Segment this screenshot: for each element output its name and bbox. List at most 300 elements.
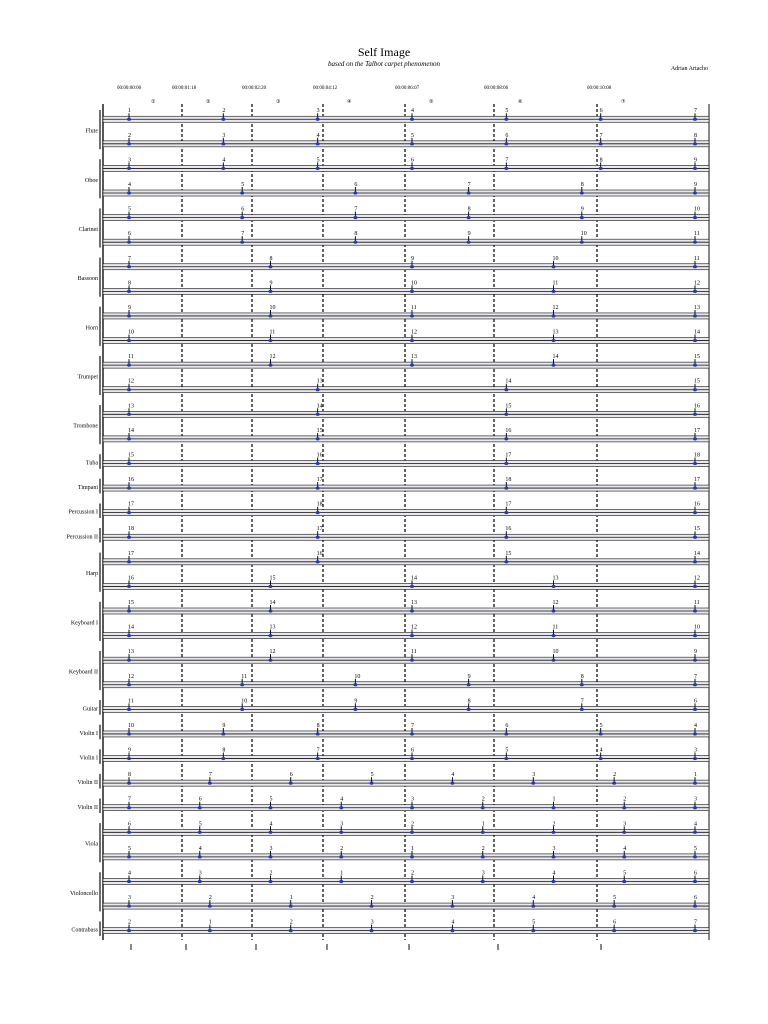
partial-number: 14: [694, 550, 700, 557]
note-head: [289, 782, 293, 785]
note-head: [240, 191, 244, 194]
note-head: [316, 437, 320, 440]
partial-number: 7: [316, 747, 320, 754]
partial-number: 15: [505, 550, 512, 557]
partial-number: 4: [599, 747, 603, 754]
note-head: [552, 855, 556, 858]
partial-number: 17: [316, 477, 323, 484]
instrument-name: Contrabass: [71, 927, 98, 934]
partial-number: 10: [552, 255, 559, 262]
note-head: [612, 929, 616, 932]
partial-number: 8: [222, 747, 226, 754]
note-head: [353, 241, 357, 244]
note-head: [467, 216, 471, 219]
rehearsal-mark: ①: [151, 100, 156, 105]
note-head: [599, 757, 603, 760]
note-head: [504, 486, 508, 489]
partial-number: 5: [411, 132, 414, 139]
partial-number: 3: [451, 895, 455, 902]
note-head: [410, 634, 414, 637]
note-head: [410, 167, 414, 170]
note-head: [127, 634, 131, 637]
note-head: [552, 290, 556, 293]
rehearsal-mark: ②: [206, 100, 211, 105]
note-head: [693, 732, 697, 735]
partial-number: 1: [289, 895, 293, 902]
partial-number: 4: [340, 796, 344, 803]
note-head: [450, 782, 454, 785]
note-head: [599, 142, 603, 145]
rehearsal-mark: ⑦: [621, 100, 626, 105]
note-head: [552, 609, 556, 612]
partial-number: 6: [694, 895, 697, 902]
note-head: [269, 609, 273, 612]
partial-number: 2: [289, 919, 293, 926]
partial-number: 16: [316, 550, 323, 557]
partial-number: 5: [505, 747, 509, 754]
partial-number: 6: [411, 747, 414, 754]
instrument-name: Violoncello: [70, 890, 98, 897]
partial-number: 3: [481, 870, 485, 877]
note-head: [622, 855, 626, 858]
partial-number: 4: [451, 919, 455, 926]
note-head: [580, 708, 584, 711]
partial-number: 3: [552, 845, 556, 852]
instrument-name: Violin II: [77, 780, 98, 787]
note-head: [693, 314, 697, 317]
partial-number: 10: [128, 722, 134, 729]
note-head: [693, 560, 697, 563]
note-head: [693, 339, 697, 342]
instrument-name: Guitar: [82, 706, 98, 713]
note-head: [467, 683, 471, 686]
partial-number: 5: [623, 870, 627, 877]
partial-number: 2: [613, 772, 617, 779]
note-head: [580, 216, 584, 219]
partial-number: 6: [128, 821, 131, 828]
note-head: [693, 118, 697, 121]
partial-number: 12: [694, 575, 700, 582]
partial-number: 2: [411, 870, 414, 877]
note-head: [269, 339, 273, 342]
note-head: [370, 782, 374, 785]
note-head: [198, 806, 202, 809]
partial-number: 4: [623, 845, 627, 852]
note-head: [481, 831, 485, 834]
partial-number: 4: [128, 870, 131, 877]
partial-number: 4: [411, 108, 414, 115]
note-head: [504, 413, 508, 416]
note-head: [316, 732, 320, 735]
instrument-name: Oboe: [85, 177, 98, 184]
partial-number: 7: [241, 231, 245, 238]
partial-number: 11: [241, 673, 247, 680]
partial-number: 9: [269, 280, 273, 287]
partial-number: 9: [354, 698, 358, 705]
note-head: [127, 929, 131, 932]
partial-number: 14: [411, 575, 417, 582]
note-head: [127, 486, 131, 489]
instrument-name: Tuba: [85, 460, 98, 467]
partial-number: 4: [694, 821, 697, 828]
partial-number: 3: [222, 132, 226, 139]
note-head: [693, 462, 697, 465]
note-head: [410, 806, 414, 809]
note-head: [580, 241, 584, 244]
partial-number: 13: [128, 649, 134, 656]
partial-number: 11: [411, 649, 417, 656]
partial-number: 1: [481, 821, 485, 828]
partial-number: 5: [128, 206, 131, 213]
note-head: [504, 388, 508, 391]
note-head: [467, 241, 471, 244]
partial-number: 15: [694, 378, 700, 385]
partial-number: 13: [411, 600, 417, 607]
note-head: [552, 314, 556, 317]
partial-number: 2: [481, 796, 485, 803]
note-head: [467, 191, 471, 194]
note-head: [450, 929, 454, 932]
note-head: [504, 757, 508, 760]
note-head: [504, 732, 508, 735]
note-head: [552, 659, 556, 662]
partial-number: 3: [269, 845, 273, 852]
note-head: [693, 191, 697, 194]
partial-number: 1: [552, 796, 556, 803]
note-head: [410, 659, 414, 662]
composer-name: Adrian Artacho: [670, 66, 708, 72]
partial-number: 8: [694, 132, 697, 139]
partial-number: 14: [694, 329, 700, 336]
partial-number: 7: [599, 132, 603, 139]
instrument-name: Trombone: [73, 423, 98, 430]
partial-number: 5: [316, 157, 320, 164]
partial-number: 11: [128, 698, 134, 705]
note-head: [127, 364, 131, 367]
partial-number: 17: [128, 550, 134, 557]
partial-number: 12: [128, 378, 134, 385]
note-head: [612, 904, 616, 907]
note-head: [127, 904, 131, 907]
partial-number: 15: [269, 575, 276, 582]
partial-number: 4: [269, 821, 273, 828]
timecode-label: 00:00:04:12: [313, 86, 338, 91]
partial-number: 3: [694, 796, 697, 803]
partial-number: 8: [128, 280, 131, 287]
partial-number: 7: [411, 722, 414, 729]
partial-number: 7: [354, 206, 358, 213]
partial-number: 3: [128, 895, 131, 902]
note-head: [693, 880, 697, 883]
partial-number: 2: [370, 895, 374, 902]
note-head: [693, 536, 697, 539]
note-head: [410, 118, 414, 121]
partial-number: 17: [128, 501, 134, 508]
note-head: [693, 683, 697, 686]
note-head: [410, 265, 414, 268]
partial-number: 1: [128, 108, 131, 115]
instrument-name: Clarinet: [78, 226, 98, 233]
partial-number: 6: [354, 182, 358, 189]
note-head: [127, 806, 131, 809]
partial-number: 4: [222, 157, 226, 164]
note-head: [410, 314, 414, 317]
note-head: [208, 904, 212, 907]
note-head: [339, 831, 343, 834]
partial-number: 9: [128, 304, 131, 311]
note-head: [127, 782, 131, 785]
note-head: [552, 585, 556, 588]
rehearsal-mark: ③: [276, 100, 281, 105]
instrument-name: Flute: [85, 128, 98, 135]
instrument-name: Percussion I: [68, 509, 98, 516]
note-head: [531, 782, 535, 785]
note-head: [127, 855, 131, 858]
partial-number: 2: [128, 919, 131, 926]
timecode-label: 00:00:10:08: [587, 86, 612, 91]
partial-number: 16: [128, 575, 134, 582]
note-head: [693, 388, 697, 391]
partial-number: 17: [694, 427, 700, 434]
note-head: [127, 511, 131, 514]
note-head: [316, 536, 320, 539]
partial-number: 4: [694, 722, 697, 729]
note-head: [208, 929, 212, 932]
partial-number: 11: [552, 280, 559, 287]
note-head: [316, 486, 320, 489]
note-head: [410, 880, 414, 883]
note-head: [240, 216, 244, 219]
note-head: [208, 782, 212, 785]
partial-number: 5: [613, 895, 617, 902]
partial-number: 10: [694, 624, 700, 631]
partial-number: 9: [580, 206, 584, 213]
partial-number: 12: [269, 649, 276, 656]
note-head: [127, 757, 131, 760]
partial-number: 6: [128, 231, 131, 238]
partial-number: 3: [316, 108, 320, 115]
note-head: [127, 191, 131, 194]
instrument-name: Percussion II: [66, 534, 98, 541]
partial-number: 10: [128, 329, 134, 336]
note-head: [221, 167, 225, 170]
partial-number: 4: [451, 772, 455, 779]
partial-number: 6: [289, 772, 293, 779]
note-head: [269, 364, 273, 367]
note-head: [316, 511, 320, 514]
note-head: [693, 486, 697, 489]
partial-number: 2: [623, 796, 627, 803]
note-head: [410, 364, 414, 367]
partial-number: 11: [694, 231, 700, 238]
partial-number: 16: [128, 477, 134, 484]
partial-number: 15: [694, 354, 700, 361]
partial-number: 9: [411, 255, 414, 262]
note-head: [693, 290, 697, 293]
partial-number: 14: [269, 600, 276, 607]
note-head: [269, 880, 273, 883]
partial-number: 6: [241, 206, 245, 213]
partial-number: 4: [128, 182, 131, 189]
note-head: [316, 167, 320, 170]
note-head: [127, 290, 131, 293]
instrument-name: Horn: [85, 325, 98, 332]
partial-number: 9: [128, 747, 131, 754]
note-head: [481, 855, 485, 858]
note-head: [316, 118, 320, 121]
note-head: [269, 265, 273, 268]
partial-number: 9: [694, 157, 697, 164]
partial-number: 16: [694, 501, 700, 508]
note-head: [127, 314, 131, 317]
note-head: [693, 757, 697, 760]
partial-number: 11: [694, 255, 700, 262]
note-head: [316, 757, 320, 760]
partial-number: 5: [370, 772, 374, 779]
instrument-name: Keyboard I: [70, 620, 98, 627]
note-head: [612, 782, 616, 785]
note-head: [693, 142, 697, 145]
partial-number: 11: [411, 304, 417, 311]
partial-number: 7: [580, 698, 584, 705]
partial-number: 5: [694, 845, 697, 852]
partial-number: 15: [694, 526, 700, 533]
note-head: [552, 265, 556, 268]
partial-number: 10: [411, 280, 417, 287]
partial-number: 5: [505, 108, 509, 115]
note-head: [693, 806, 697, 809]
note-head: [599, 118, 603, 121]
note-head: [410, 732, 414, 735]
note-head: [622, 880, 626, 883]
note-head: [693, 216, 697, 219]
partial-number: 8: [128, 772, 131, 779]
partial-number: 14: [316, 403, 323, 410]
partial-number: 10: [269, 304, 276, 311]
partial-number: 14: [505, 378, 512, 385]
note-head: [127, 609, 131, 612]
partial-number: 6: [198, 796, 202, 803]
rehearsal-mark: ⑤: [429, 100, 434, 105]
note-head: [127, 241, 131, 244]
partial-number: 8: [467, 698, 471, 705]
note-head: [316, 462, 320, 465]
partial-number: 6: [505, 722, 509, 729]
partial-number: 15: [128, 600, 134, 607]
instrument-name: Violin I: [79, 731, 98, 737]
note-head: [240, 241, 244, 244]
note-head: [622, 831, 626, 834]
note-head: [353, 191, 357, 194]
note-head: [693, 904, 697, 907]
partial-number: 12: [411, 624, 417, 631]
note-head: [552, 339, 556, 342]
timecode-label: 00:00:08:06: [484, 86, 509, 91]
partial-number: 13: [316, 378, 323, 385]
note-head: [339, 855, 343, 858]
score-title: Self Image: [357, 45, 411, 59]
note-head: [693, 609, 697, 612]
partial-number: 5: [599, 722, 603, 729]
partial-number: 5: [269, 796, 273, 803]
note-head: [353, 708, 357, 711]
note-head: [481, 806, 485, 809]
partial-number: 8: [316, 722, 320, 729]
note-head: [410, 757, 414, 760]
partial-number: 5: [241, 182, 245, 189]
partial-number: 9: [467, 673, 471, 680]
note-head: [316, 413, 320, 416]
partial-number: 5: [128, 845, 131, 852]
partial-number: 17: [505, 452, 512, 459]
note-head: [127, 142, 131, 145]
score-subtitle: based on the Talbot carpet phenomenon: [328, 60, 440, 68]
partial-number: 8: [580, 182, 584, 189]
partial-number: 3: [128, 157, 131, 164]
note-head: [127, 536, 131, 539]
partial-number: 10: [241, 698, 248, 705]
note-head: [410, 831, 414, 834]
partial-number: 12: [128, 673, 134, 680]
partial-number: 13: [694, 304, 700, 311]
note-head: [580, 191, 584, 194]
note-head: [504, 511, 508, 514]
partial-number: 11: [128, 354, 134, 361]
note-head: [221, 118, 225, 121]
partial-number: 9: [694, 649, 697, 656]
partial-number: 15: [316, 427, 323, 434]
note-head: [504, 167, 508, 170]
note-head: [269, 585, 273, 588]
rehearsal-mark: ⑥: [518, 100, 523, 105]
note-head: [552, 831, 556, 834]
note-head: [693, 782, 697, 785]
note-head: [693, 265, 697, 268]
partial-number: 11: [269, 329, 276, 336]
note-head: [339, 806, 343, 809]
note-head: [127, 732, 131, 735]
note-head: [127, 265, 131, 268]
timecode-label: 00:00:02:20: [242, 86, 267, 91]
partial-number: 13: [128, 403, 134, 410]
note-head: [289, 904, 293, 907]
note-head: [552, 364, 556, 367]
partial-number: 7: [128, 255, 131, 262]
partial-number: 13: [411, 354, 417, 361]
partial-number: 11: [694, 600, 700, 607]
note-head: [693, 831, 697, 834]
note-head: [552, 880, 556, 883]
note-head: [127, 388, 131, 391]
partial-number: 17: [694, 477, 700, 484]
note-head: [410, 585, 414, 588]
note-head: [127, 413, 131, 416]
note-head: [693, 855, 697, 858]
note-head: [450, 904, 454, 907]
note-head: [410, 290, 414, 293]
partial-number: 7: [505, 157, 509, 164]
partial-number: 1: [411, 845, 414, 852]
note-head: [269, 831, 273, 834]
partial-number: 10: [354, 673, 361, 680]
partial-number: 16: [505, 526, 512, 533]
instrument-name: Violin II: [77, 804, 98, 811]
timecode-label: 00:00:01:18: [172, 86, 197, 91]
partial-number: 15: [128, 452, 134, 459]
timecode-label: 00:00:00:00: [117, 86, 142, 91]
partial-number: 8: [269, 255, 273, 262]
partial-number: 2: [222, 108, 226, 115]
